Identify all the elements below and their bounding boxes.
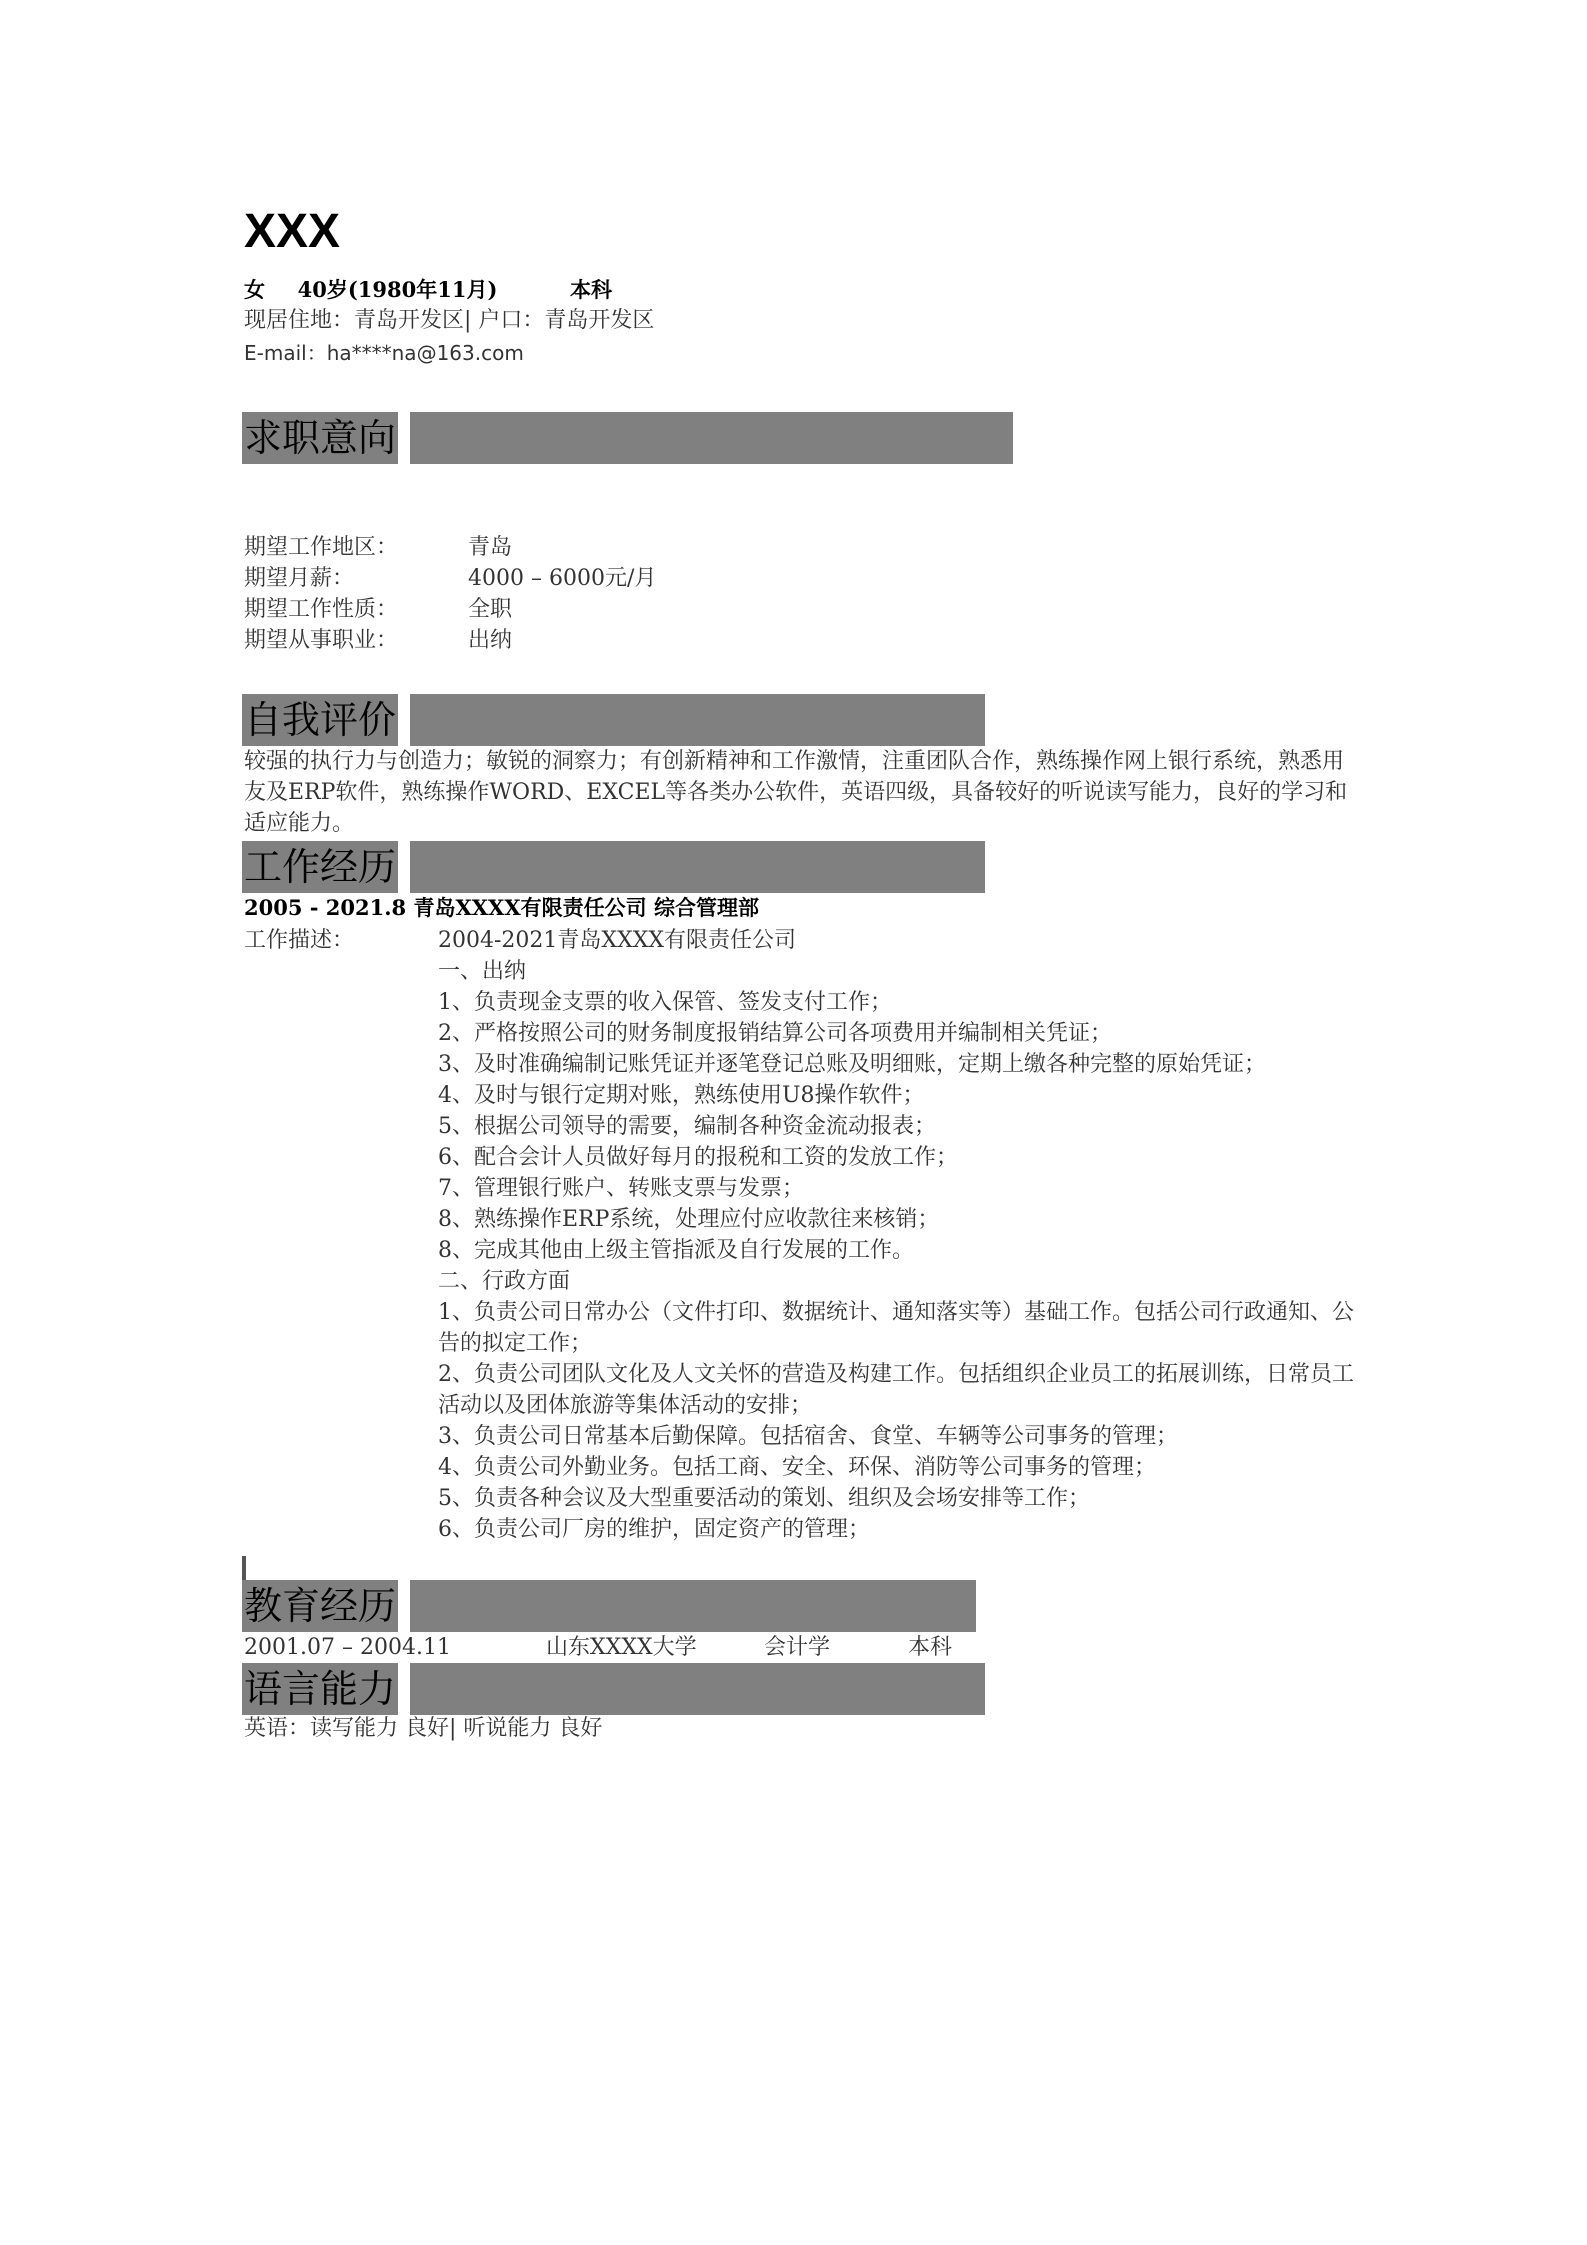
list-item: 1、负责现金支票的收入保管、签发支付工作； [438, 990, 892, 1015]
self-eval-text: 较强的执行力与创造力；敏锐的洞察力；有创新精神和工作激情，注重团队合作，熟练操作网上银行系统，熟悉用友及ERP软件，熟练操作WORD、EXCEL等各类办公软件，英语四级，具备较好的听说读写能力，良好的学习和适应能力。 [244, 749, 1348, 836]
list-item: 2、严格按照公司的财务制度报销结算公司各项费用并编制相关凭证； [438, 1021, 1112, 1046]
text-cursor-mark [242, 1556, 246, 1582]
intent-value: 出纳 [468, 628, 513, 653]
intent-label: 期望工作性质： [244, 597, 399, 622]
intent-label: 期望从事职业： [244, 628, 399, 653]
list-item: 3、及时准确编制记账凭证并逐笔登记总账及明细账，定期上缴各种完整的原始凭证； [438, 1052, 1266, 1077]
section-title: 教育经历 [242, 1580, 398, 1632]
section-title: 语言能力 [242, 1663, 398, 1715]
section-bar [410, 841, 985, 893]
intent-label: 期望月薪： [244, 566, 355, 591]
degree: 本科 [570, 277, 613, 302]
list-item: 4、负责公司外勤业务。包括工商、安全、环保、消防等公司事务的管理； [438, 1455, 1156, 1480]
intent-row [244, 532, 512, 563]
gender: 女 [244, 277, 265, 302]
intent-row [244, 563, 656, 594]
intent-row [244, 625, 512, 656]
education-period: 2001.07 – 2004.11 [244, 1635, 451, 1660]
section-title: 自我评价 [242, 694, 398, 746]
basic-info-line [244, 276, 612, 304]
list-item: 6、负责公司厂房的维护，固定资产的管理； [438, 1517, 870, 1542]
list-item: 1、负责公司日常办公（文件打印、数据统计、通知落实等）基础工作。包括公司行政通知、公告的拟定工作； [438, 1300, 1355, 1356]
intent-label: 期望工作地区： [244, 535, 399, 560]
list-item: 5、根据公司领导的需要，编制各种资金流动报表； [438, 1114, 936, 1139]
list-item: 一、出纳 [438, 959, 527, 984]
list-item: 4、及时与银行定期对账，熟练使用U8操作软件； [438, 1083, 925, 1108]
list-item: 5、负责各种会议及大型重要活动的策划、组织及会场安排等工作； [438, 1486, 1090, 1511]
list-item: 8、熟练操作ERP系统，处理应付应收款往来核销； [438, 1207, 940, 1232]
education-degree: 本科 [908, 1635, 953, 1660]
section-title: 求职意向 [242, 412, 398, 464]
section-bar [410, 694, 985, 746]
intent-value: 青岛 [468, 535, 513, 560]
section-title: 工作经历 [242, 841, 398, 893]
list-item: 2、负责公司团队文化及人文关怀的营造及构建工作。包括组织企业员工的拓展训练，日常员工活动以及团体旅游等集体活动的安排； [438, 1362, 1355, 1418]
language-line: 英语：读写能力 良好| 听说能力 良好 [244, 1716, 603, 1741]
work-description-list [438, 925, 1358, 1545]
list-item: 2004-2021青岛XXXX有限责任公司 [438, 928, 797, 953]
residence-line: 现居住地：青岛开发区| 户口：青岛开发区 [244, 308, 655, 333]
section-bar [410, 1663, 985, 1715]
work-desc-label: 工作描述： [244, 928, 355, 953]
intent-value: 4000 – 6000元/月 [468, 566, 657, 591]
intent-value: 全职 [468, 597, 513, 622]
education-school: 山东XXXX大学 [546, 1635, 697, 1660]
job-title: 2005 - 2021.8 青岛XXXX有限责任公司 综合管理部 [244, 895, 759, 920]
email-line: E-mail：ha****na@163.com [244, 341, 524, 365]
list-item: 6、配合会计人员做好每月的报税和工资的发放工作； [438, 1145, 958, 1170]
age: 40岁(1980年11月) [297, 277, 498, 302]
intent-row [244, 594, 512, 625]
section-bar [410, 412, 1013, 464]
list-item: 3、负责公司日常基本后勤保障。包括宿舍、食堂、车辆等公司事务的管理； [438, 1424, 1178, 1449]
candidate-name: XXX [244, 205, 341, 258]
list-item: 7、管理银行账户、转账支票与发票； [438, 1176, 804, 1201]
education-major: 会计学 [764, 1635, 831, 1660]
list-item: 8、完成其他由上级主管指派及自行发展的工作。 [438, 1238, 914, 1263]
section-bar [410, 1580, 976, 1632]
list-item: 二、行政方面 [438, 1269, 571, 1294]
